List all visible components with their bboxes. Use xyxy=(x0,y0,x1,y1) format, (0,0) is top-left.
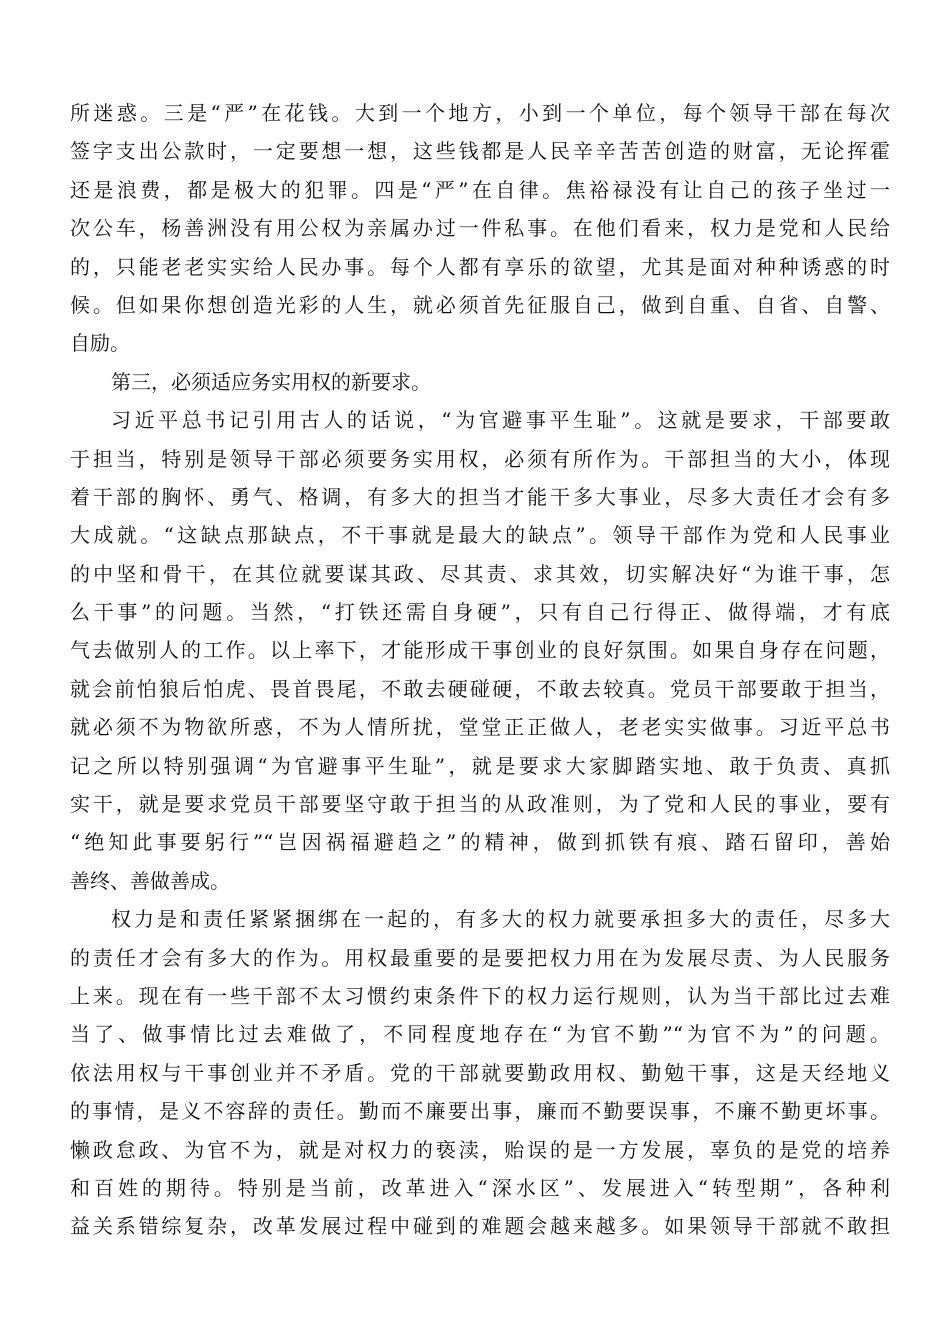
section-heading: 第三，必须适应务实用权的新要求。 xyxy=(111,369,431,394)
text-line: 气去做别人的工作。以上率下，才能形成干事创业的良好氛围。如果自身存在问题， xyxy=(70,638,890,663)
text-line: 签字支出公款时，一定要想一想，这些钱都是人民辛辛苦苦创造的财富，无论挥霍 xyxy=(70,139,890,164)
text-line: 习近平总书记引用古人的话说，“为官避事平生耻”。这就是要求，干部要敢 xyxy=(111,408,890,433)
text-line: 所迷惑。三是“严”在花钱。大到一个地方，小到一个单位，每个领导干部在每次 xyxy=(70,101,890,125)
text-line: 次公车，杨善洲没有用公权为亲属办过一件私事。在他们看来，权力是党和人民给 xyxy=(70,216,890,241)
text-line: 的，只能老老实实给人民办事。每个人都有享乐的欲望，尤其是面对种种诱惑的时 xyxy=(70,254,890,279)
text-line: 还是浪费，都是极大的犯罪。四是“严”在自律。焦裕禄没有让自己的孩子坐过一 xyxy=(70,177,890,202)
text-line: 权力是和责任紧紧捆绑在一起的，有多大的权力就要承担多大的责任，尽多大 xyxy=(111,907,890,932)
text-line: 记之所以特别强调“为官避事平生耻”，就是要求大家脚踏实地、敢于负责、真抓 xyxy=(70,753,890,778)
text-line: 的责任才会有多大的作为。用权最重要的是要把权力用在为发展尽责、为人民服务 xyxy=(70,945,890,970)
text-line: 自励。 xyxy=(70,331,130,356)
text-line: 实干，就是要求党员干部要坚守敢于担当的从政准则，为了党和人民的事业，要有 xyxy=(70,792,890,817)
text-line: 大成就。“这缺点那缺点，不干事就是最大的缺点”。领导干部作为党和人民事业 xyxy=(70,523,890,548)
text-line: 依法用权与干事创业并不矛盾。党的干部就要勤政用权、勤勉干事，这是天经地义 xyxy=(70,1060,890,1085)
text-line: 候。但如果你想创造光彩的人生，就必须首先征服自己，做到自重、自省、自警、 xyxy=(70,292,890,317)
text-line: 和百姓的期待。特别是当前，改革进入“深水区”、发展进入“转型期”，各种利 xyxy=(70,1175,890,1200)
text-line: 当了、做事情比过去难做了，不同程度地存在“为官不勤”“为官不为”的问题。 xyxy=(70,1022,890,1047)
text-line: 上来。现在有一些干部不太习惯约束条件下的权力运行规则，认为当干部比过去难 xyxy=(70,983,890,1008)
text-line: 就会前怕狼后怕虎、畏首畏尾，不敢去硬碰硬，不敢去较真。党员干部要敢于担当， xyxy=(70,676,890,701)
text-line: 么干事”的问题。当然，“打铁还需自身硬”，只有自己行得正、做得端，才有底 xyxy=(70,600,890,625)
text-line: 着干部的胸怀、勇气、格调，有多大的担当才能干多大事业，尽多大责任才会有多 xyxy=(70,484,890,509)
text-line: 就必须不为物欲所惑，不为人情所扰，堂堂正正做人，老老实实做事。习近平总书 xyxy=(70,715,890,740)
text-line: 懒政怠政、为官不为，就是对权力的亵渎，贻误的是一方发展，辜负的是党的培养 xyxy=(70,1137,890,1162)
text-line: 益关系错综复杂，改革发展过程中碰到的难题会越来越多。如果领导干部就不敢担 xyxy=(70,1214,890,1239)
text-line: 善终、善做善成。 xyxy=(70,868,230,893)
text-line: 的事情，是义不容辞的责任。勤而不廉要出事，廉而不勤要误事，不廉不勤更坏事。 xyxy=(70,1099,890,1124)
text-line: 的中坚和骨干，在其位就要谋其政、尽其责、求其效，切实解决好“为谁干事，怎 xyxy=(70,561,890,586)
text-line: “绝知此事要躬行”“岂因祸福避趋之”的精神，做到抓铁有痕、踏石留印，善始 xyxy=(70,830,890,855)
text-line: 于担当，特别是领导干部必须要务实用权，必须有所作为。干部担当的大小，体现 xyxy=(70,446,890,471)
body-text xyxy=(70,94,890,1246)
